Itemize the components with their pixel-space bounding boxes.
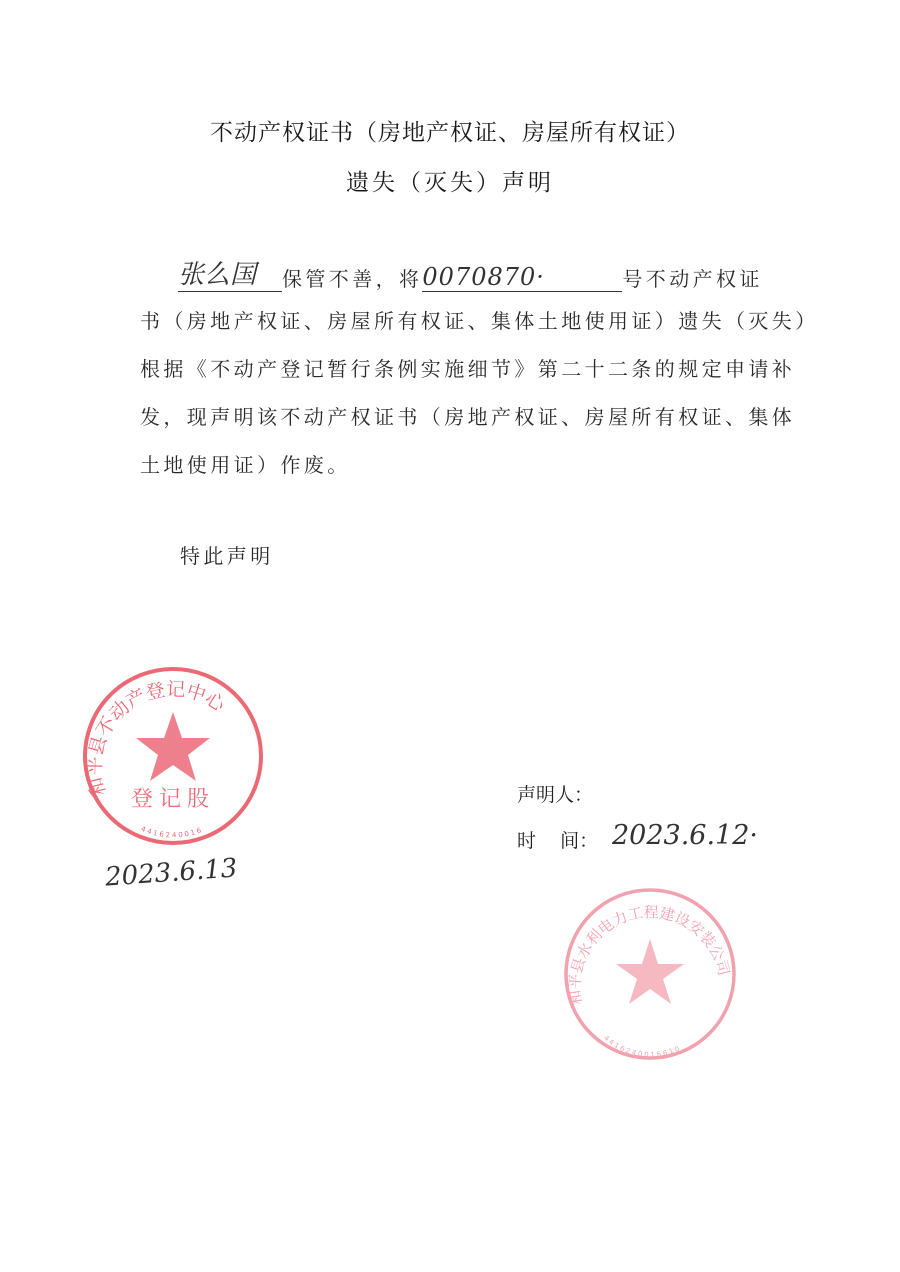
body-line-4: 发，现声明该不动产权证书（房地产权证、房屋所有权证、集体 — [140, 405, 796, 429]
svg-text:4416240016610 — [602, 1034, 683, 1059]
body-text: 保管不善，将 — [282, 267, 423, 291]
certificate-number: 0070870· — [422, 263, 622, 292]
star-icon — [616, 939, 684, 1004]
registry-seal — [78, 664, 268, 849]
body-text: 号不动产权证 — [622, 267, 763, 291]
registry-handwritten-date: 2023.6.13 — [104, 853, 239, 893]
document-title-line1: 不动产权证书（房地产权证、房屋所有权证） — [210, 120, 690, 146]
time-value: 2023.6.12· — [612, 820, 758, 851]
declarant-label: 声明人： — [517, 784, 594, 806]
seal-code: 4416240016610 — [602, 1034, 683, 1060]
star-icon — [136, 712, 210, 781]
company-seal — [560, 884, 740, 1064]
seal-ring-text: 和平县不动产登记中心 — [83, 678, 229, 799]
seal-code: 4416240016 — [139, 824, 205, 840]
time-label: 时 间： — [517, 830, 599, 852]
svg-text:4416240016 — [140, 825, 204, 839]
closing-text: 特此声明 — [180, 544, 274, 568]
body-line-3: 根据《不动产登记暂行条例实施细节》第二十二条的规定申请补 — [140, 357, 796, 381]
body-line-2: 书（房地产权证、房屋所有权证、集体土地使用证）遗失（灭失） — [140, 309, 819, 333]
body-line-1 — [178, 254, 763, 292]
body-line-5: 土地使用证）作废。 — [140, 453, 351, 477]
signature: 张么国 — [178, 254, 282, 292]
seal-ring-text: 和平县水利电力工程建设安装公司 — [565, 903, 734, 1007]
document-title-line2: 遗失（灭失）声明 — [346, 170, 554, 196]
seal-center-text: 登记股 — [130, 787, 216, 812]
